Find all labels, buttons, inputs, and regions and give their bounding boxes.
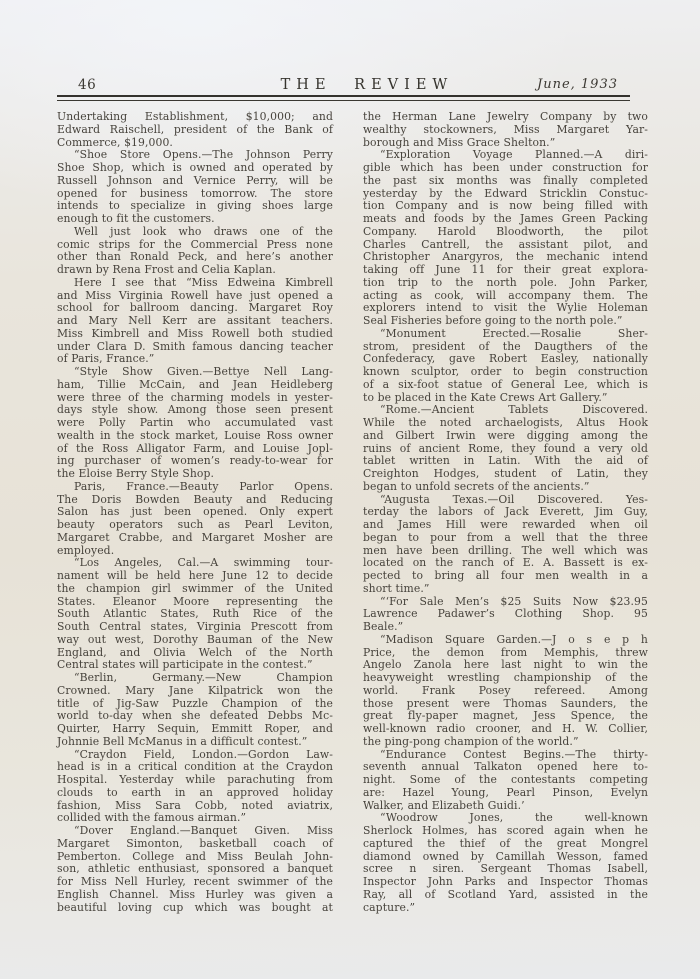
paragraph	[57, 277, 333, 366]
paragraph	[363, 634, 648, 749]
text-line: The Doris Bowden Beauty and Reducing	[57, 492, 333, 506]
text-line: well-known radio crooner, and H. W. Collier,	[363, 722, 648, 735]
left-text-column	[57, 111, 333, 914]
text-line: tablet written in Latin. With the aid of	[363, 454, 648, 468]
text-line: yesterday by the Edward Stricklin Constuc-	[363, 186, 648, 200]
text-line: taking off June 11 for their great explora-	[363, 263, 648, 276]
paragraph	[57, 226, 333, 277]
text-line: night. Some of the contestants competing	[363, 773, 648, 786]
text-line: beautiful loving cup which was bought at	[57, 900, 333, 914]
paragraph	[363, 149, 648, 328]
text-line: heavyweight wrestling championship of the	[363, 671, 648, 684]
paragraph	[363, 749, 648, 813]
text-line: title of Jig-Saw Puzzle Champion of the	[57, 696, 333, 710]
text-line: wealth in the stock market, Louise Ross owner	[57, 428, 333, 442]
text-line: employed.	[57, 543, 115, 557]
text-line: Johnnie Bell McManus in a difficult contest.”	[57, 734, 308, 748]
journal-title: THE REVIEW	[280, 77, 454, 93]
text-line: explorers intend to visit the Wylie Holeman	[363, 301, 648, 315]
text-line: were three of the charming models in yester-	[57, 390, 333, 404]
text-line: and James Hill were rewarded when oil	[363, 518, 648, 531]
text-line: Confederacy, gave Robert Easley, nationally	[363, 352, 648, 366]
text-line: beauty operators such as Pearl Leviton,	[57, 518, 333, 531]
text-line: located on the ranch of E. A. Bassett is ex-	[363, 556, 648, 570]
text-line: Here I see that “Miss Edweina Kimbrell	[74, 275, 333, 289]
text-line: South Central states, Virginia Prescott from	[57, 620, 333, 633]
text-line: school for ballroom dancing. Margaret Roy	[57, 301, 333, 315]
text-line: “Dover England.—Banquet Given. Miss	[74, 824, 333, 837]
paragraph	[363, 111, 648, 149]
text-line: Salon has just been opened. Only expert	[57, 505, 333, 519]
text-line: ing purchaser of women’s ready-to-wear for	[57, 454, 333, 468]
text-line: tion Company and is now being filled with	[363, 199, 648, 213]
text-line: “Craydon Field, London.—Gordon Law-	[74, 747, 333, 761]
text-line: men have been drilling. The well which was	[363, 543, 648, 557]
text-line: Crowned. Mary Jane Kilpatrick won the	[57, 683, 333, 697]
text-line: clouds to earth in an approved holiday	[57, 785, 333, 799]
paragraph	[57, 366, 333, 481]
paragraph	[363, 404, 648, 493]
text-line: Creighton Hodges, student of Latin, they	[363, 467, 648, 480]
text-line: “Style Show Given.—Bettye Nell Lang-	[74, 365, 333, 378]
paragraph	[57, 111, 333, 149]
text-line: Beale.”	[363, 620, 404, 633]
text-line: of Paris, France.”	[57, 352, 155, 366]
text-line: the ping-pong champion of the world.”	[363, 734, 579, 748]
text-line: began to pour from a well that the three	[363, 530, 648, 544]
text-line: borough and Miss Grace Shelton.”	[363, 135, 556, 149]
text-line: Margaret Crabbe, and Margaret Mosher are	[57, 530, 333, 544]
paragraph	[363, 328, 648, 405]
text-line: and Mary Nell Kerr are assitant teachers.	[57, 314, 333, 327]
text-line: “Endurance Contest Begins.—The thirty-	[380, 747, 648, 761]
text-line: the Herman Lane Jewelry Company by two	[363, 110, 648, 123]
text-line: ruins of ancient Rome, they found a very old	[363, 441, 648, 455]
text-line: “Rome.—Ancient Tablets Discovered.	[380, 403, 648, 417]
text-line: captured the thief of the great Mongrel	[363, 836, 648, 850]
text-line: short time.”	[363, 581, 430, 595]
text-line: were Polly Partin who accumulated vast	[57, 416, 333, 429]
text-line: meats and foods by the James Green Packing	[363, 212, 648, 225]
text-line: way out west, Dorothy Bauman of the New	[57, 632, 333, 646]
right-text-column	[363, 111, 648, 914]
text-line: collided with the famous airman.”	[57, 811, 247, 825]
text-line: English Channel. Miss Hurley was given a	[57, 887, 333, 901]
text-line: Margaret Simonton, basketball coach of	[57, 836, 333, 850]
text-line: “Augusta Texas.—Oil Discovered. Yes-	[380, 492, 648, 506]
issue-date: June, 1933	[537, 77, 618, 92]
text-line: ham, Tillie McCain, and Jean Heidleberg	[57, 377, 333, 391]
text-line: Angelo Zanola here last night to win the	[363, 658, 648, 672]
text-line: other than Ronald Peck, and here’s another	[57, 250, 333, 264]
text-line: pected to bring all four men wealth in a	[363, 569, 648, 582]
text-line: Quirter, Harry Sequin, Emmitt Roper, and	[57, 722, 333, 735]
paragraph	[363, 494, 648, 596]
text-line: England, and Olivia Welch of the North	[57, 645, 333, 659]
text-line: and Gilbert Irwin were digging among the	[363, 428, 648, 442]
text-line: Commerce, $19,000.	[57, 135, 173, 149]
text-line: great fly-paper magnet, Jess Spence, the	[363, 709, 648, 723]
text-line: Lawrence Padawer’s Clothing Shop. 95	[363, 607, 648, 621]
text-line: “Shoe Store Opens.—The Johnson Perry	[74, 148, 333, 162]
text-line: Ray, all of Scotland Yard, assisted in the	[363, 887, 648, 901]
text-line: “Berlin, Germany.—New Champion	[74, 671, 333, 684]
text-line: Miss Kimbrell and Miss Rowell both studied	[57, 326, 333, 340]
text-line: and Miss Virginia Rowell have just opened a	[57, 288, 333, 302]
text-line: the champion girl swimmer of the United	[57, 581, 333, 595]
text-line: Central states will participate in the contest.”	[57, 658, 313, 672]
text-line: the past six months was finally completed	[363, 173, 648, 187]
text-line: began to unfold secrets of the ancients.”	[363, 479, 590, 493]
page-number: 46	[78, 77, 97, 93]
text-line: world. Frank Posey refereed. Among	[363, 683, 648, 697]
text-line: gible which has been under construction for	[363, 161, 648, 174]
text-line: Well just look who draws one of the	[74, 224, 333, 238]
text-line: Hospital. Yesterday while parachuting from	[57, 773, 333, 786]
text-line: “‘For Sale Men’s $25 Suits Now $23.95	[380, 594, 648, 608]
text-line: wealthy stockowners, Miss Margaret Yar-	[363, 122, 648, 136]
text-line: Sherlock Holmes, has scored again when he	[363, 824, 648, 837]
text-line: days style show. Among those seen present	[57, 403, 333, 417]
text-line: strom, president of the Daugthers of the	[363, 339, 648, 353]
text-line: scree n siren. Sergeant Thomas Isabell,	[363, 862, 648, 876]
text-line: enough to fit the customers.	[57, 212, 215, 225]
paragraph	[57, 481, 333, 558]
text-line: to be placed in the Kate Crews Art Gallery.”	[363, 390, 608, 404]
text-line: world to-day when she defeated Debbs Mc-	[57, 709, 333, 723]
text-line: for Miss Nell Hurley, recent swimmer of the	[57, 875, 333, 888]
text-line: diamond owned by Camillah Wesson, famed	[363, 849, 648, 863]
text-line: nament will be held here June 12 to decide	[57, 569, 333, 582]
text-line: known sculptor, order to begin construction	[363, 365, 648, 378]
text-line: “Monument Erected.—Rosalie Sher-	[380, 326, 648, 340]
text-line: acting as cook, will accompany them. The	[363, 288, 648, 302]
text-line: Inspector John Parks and Inspector Thomas	[363, 875, 648, 888]
text-line: South Atlantic States, Ruth Rice of the	[57, 607, 333, 621]
text-line: Price, the demon from Memphis, threw	[363, 645, 648, 659]
text-line: the Eloise Berry Style Shop.	[57, 467, 215, 480]
text-line: of a six-foot statue of General Lee, which is	[363, 377, 648, 391]
text-line: Paris, France.—Beauty Parlor Opens.	[74, 479, 333, 493]
text-line: “Exploration Voyage Planned.—A diri-	[380, 148, 648, 162]
text-line: Russell Johnson and Vernice Perry, will be	[57, 173, 333, 187]
text-line: opened for business tomorrow. The store	[57, 186, 333, 200]
paragraph	[363, 596, 648, 634]
paragraph	[57, 672, 333, 749]
text-line: Seal Fisheries before going to the north pole.”	[363, 314, 623, 327]
text-line: terday the labors of Jack Everett, Jim Guy,	[363, 505, 648, 519]
header-double-rule	[57, 95, 630, 101]
paragraph	[57, 749, 333, 826]
text-line: Undertaking Establishment, $10,000; and	[57, 110, 333, 123]
paragraph	[363, 812, 648, 914]
text-line: head is in a critical condition at the Craydon	[57, 760, 333, 774]
text-line: drawn by Rena Frost and Celia Kaplan.	[57, 263, 276, 276]
text-line: Charles Cantrell, the assistant pilot, and	[363, 237, 648, 251]
text-line: States. Eleanor Moore representing the	[57, 594, 333, 608]
text-line: Christopher Anargyros, the mechanic intend	[363, 250, 648, 264]
text-line: seventh annual Talkaton opened here to-	[363, 760, 648, 774]
paragraph	[57, 149, 333, 226]
paragraph	[57, 557, 333, 672]
text-line: Company. Harold Bloodworth, the pilot	[363, 224, 648, 238]
text-line: capture.”	[363, 900, 416, 914]
text-line: fashion, Miss Sara Cobb, noted aviatrix,	[57, 798, 333, 812]
text-line: “Madison Square Garden.—J o s e p h	[380, 632, 648, 646]
text-line: tion trip to the north pole. John Parker,	[363, 275, 648, 289]
text-line: “Woodrow Jones, the well-known	[380, 811, 648, 825]
text-line: Shoe Shop, which is owned and operated by	[57, 161, 333, 174]
text-line: son, athletic enthusiast, sponsored a banquet	[57, 862, 333, 876]
text-line: are: Hazel Young, Pearl Pinson, Evelyn	[363, 785, 648, 799]
text-line: comic strips for the Commercial Press none	[57, 237, 333, 251]
text-line: under Clara D. Smith famous dancing teacher	[57, 339, 333, 353]
text-line: While the noted archaelogists, Altus Hook	[363, 416, 648, 429]
text-line: Pemberton. College and Miss Beulah John-	[57, 849, 333, 863]
text-line: of the Ross Alligator Farm, and Louise Jopl-	[57, 441, 333, 455]
text-line: Edward Raischell, president of the Bank of	[57, 122, 333, 136]
text-line: “Los Angeles, Cal.—A swimming tour-	[74, 556, 333, 570]
text-line: Walker, and Elizabeth Guidi.’	[363, 798, 525, 812]
paragraph	[57, 825, 333, 914]
text-line: those present were Thomas Saunders, the	[363, 696, 648, 710]
text-line: intends to specialize in giving shoes large	[57, 199, 333, 213]
